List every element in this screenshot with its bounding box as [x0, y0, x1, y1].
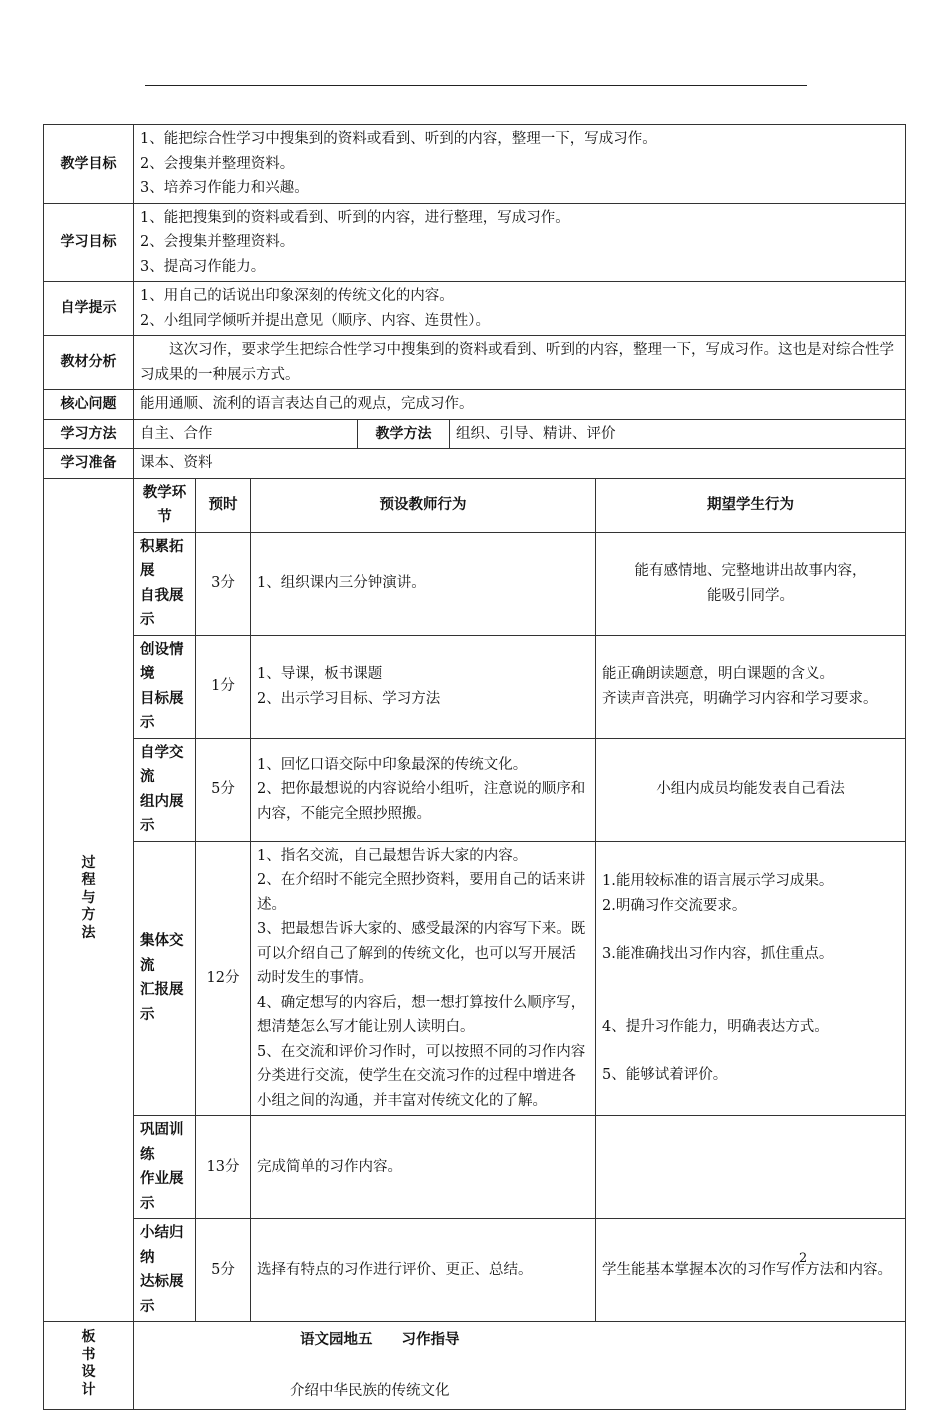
label-board-design	[44, 1322, 134, 1410]
stage-time: 5分	[196, 1219, 251, 1322]
student-action: 小组内成员均能发表自己看法	[656, 781, 845, 798]
student-action: 2.明确习作交流要求。	[602, 897, 747, 914]
header-rule	[145, 85, 807, 86]
header-student: 期望学生行为	[596, 478, 906, 532]
teacher-action: 5、在交流和评价习作时，可以按照不同的习作内容分类进行交流，使学生在交流习作的过程中增进各小组之间的沟通，并丰富对传统文化的了解。	[257, 1043, 586, 1109]
learning-goal-2: 2、会搜集并整理资料。	[140, 234, 295, 250]
student-action: 能吸引同学。	[707, 587, 795, 604]
stage-name-line: 创设情境	[140, 641, 184, 682]
teacher-action: 4、确定想写的内容后，想一想打算按什么顺序写，想清楚怎么写才能让别人读明白。	[257, 994, 586, 1035]
header-stage: 教学环节	[134, 478, 196, 532]
hints-content	[134, 282, 906, 336]
teaching-goal-3: 3、培养习作能力和兴趣。	[140, 180, 309, 196]
teacher-actions	[251, 532, 596, 635]
stage-name-line: 汇报展示	[140, 982, 184, 1023]
student-action: 能有感情地、完整地讲出故事内容，	[634, 563, 867, 579]
student-action: 齐读声音洪亮，明确学习内容和学习要求。	[602, 690, 878, 707]
spacer	[602, 1039, 899, 1063]
stage-name	[134, 738, 196, 841]
student-action: 3.能准确找出习作内容，抓住重点。	[602, 946, 834, 962]
student-action: 学生能基本掌握本次的习作写作方法和内容。	[602, 1261, 892, 1278]
teacher-action: 2、出示学习目标、学习方法	[257, 690, 441, 707]
label-core-question: 核心问题	[44, 390, 134, 420]
stage-row	[44, 1116, 906, 1219]
stage-name-line: 集体交流	[140, 933, 184, 974]
teacher-action: 选择有特点的习作进行评价、更正、总结。	[257, 1261, 533, 1278]
stage-row	[44, 1219, 906, 1322]
learning-goal-3: 3、提高习作能力。	[140, 258, 266, 275]
label-preparation: 学习准备	[44, 449, 134, 479]
teaching-goal-1: 1、能把综合性学习中搜集到的资料或看到、听到的内容，整理一下，写成习作。	[140, 131, 657, 147]
teacher-action: 2、在介绍时不能完全照抄资料，要用自己的话来讲述。	[257, 872, 586, 913]
teacher-action: 1、回忆口语交际中印象最深的传统文化。	[257, 756, 528, 773]
stage-name-line: 作业展示	[140, 1171, 184, 1212]
page-number: 2	[799, 1251, 808, 1266]
stage-name-line: 自我展示	[140, 587, 184, 628]
stage-name-line: 达标展示	[140, 1274, 184, 1315]
teacher-action: 1、指名交流，自己最想告诉大家的内容。	[257, 847, 528, 864]
stage-name	[134, 1219, 196, 1322]
label-self-study-hints: 自学提示	[44, 282, 134, 336]
student-action: 1.能用较标准的语言展示学习成果。	[602, 873, 834, 889]
stage-row	[44, 738, 906, 841]
stage-name-line: 积累拓展	[140, 538, 184, 579]
teacher-actions	[251, 738, 596, 841]
preparation-value: 课本、资料	[134, 449, 906, 479]
label-teaching-goals: 教学目标	[44, 125, 134, 204]
student-actions	[596, 841, 906, 1116]
stage-name-line: 目标展示	[140, 690, 184, 731]
teacher-actions	[251, 1219, 596, 1322]
teacher-action: 1、导课，板书课题	[257, 666, 383, 682]
stage-name	[134, 532, 196, 635]
row-learning-goals	[44, 203, 906, 282]
row-material-analysis	[44, 336, 906, 390]
student-actions	[596, 635, 906, 738]
stage-time: 5分	[196, 738, 251, 841]
board-title: 语文园地五 习作指导	[300, 1332, 460, 1348]
label-process	[44, 478, 134, 1322]
teaching-goals-content	[134, 125, 906, 204]
core-question-text: 能用通顺、流利的语言表达自己的观点，完成习作。	[134, 390, 906, 420]
stage-name-line: 小结归纳	[140, 1225, 184, 1266]
teacher-action: 3、把最想告诉大家的、感受最深的内容写下来。既可以介绍自己了解到的传统文化，也可以写开展活动时发生的事情。	[257, 921, 586, 986]
learning-goal-1: 1、能把搜集到的资料或看到、听到的内容，进行整理，写成习作。	[140, 209, 570, 226]
hint-2: 2、小组同学倾听并提出意见（顺序、内容、连贯性）。	[140, 312, 490, 329]
row-preparation	[44, 449, 906, 479]
stage-row	[44, 635, 906, 738]
label-teaching-method: 教学方法	[358, 419, 450, 449]
spacer	[602, 918, 899, 942]
teacher-actions	[251, 635, 596, 738]
stage-time: 1分	[196, 635, 251, 738]
row-teaching-goals	[44, 125, 906, 204]
student-actions	[596, 532, 906, 635]
label-learning-goals: 学习目标	[44, 203, 134, 282]
row-methods	[44, 419, 906, 449]
material-analysis-text: 这次习作，要求学生把综合性学习中搜集到的资料或看到、听到的内容，整理一下，写成习作。这也是对综合性学习成果的一种展示方式。	[134, 336, 906, 390]
teacher-actions	[251, 1116, 596, 1219]
learning-goals-content	[134, 203, 906, 282]
student-action: 能正确朗读题意，明白课题的含义。	[602, 666, 834, 682]
stage-time: 12分	[196, 841, 251, 1116]
stage-row	[44, 532, 906, 635]
hint-1: 1、用自己的话说出印象深刻的传统文化的内容。	[140, 288, 454, 304]
teacher-action: 完成简单的习作内容。	[257, 1158, 402, 1175]
student-actions	[596, 1219, 906, 1322]
student-action: 5、能够试着评价。	[602, 1067, 728, 1083]
student-action: 4、提升习作能力，明确表达方式。	[602, 1018, 829, 1035]
board-content	[134, 1322, 906, 1410]
teaching-goal-2: 2、会搜集并整理资料。	[140, 155, 295, 172]
student-actions	[596, 1116, 906, 1219]
stage-name-line: 巩固训练	[140, 1122, 184, 1163]
stage-time: 13分	[196, 1116, 251, 1219]
teaching-method-value: 组织、引导、精讲、评价	[450, 419, 906, 449]
board-label-vertical: 板书设计	[81, 1329, 96, 1398]
process-header-row	[44, 478, 906, 532]
stage-time: 3分	[196, 532, 251, 635]
spacer	[602, 967, 899, 991]
header-teacher: 预设教师行为	[251, 478, 596, 532]
label-material-analysis: 教材分析	[44, 336, 134, 390]
lesson-plan-table	[43, 124, 906, 1410]
header-time: 预时	[196, 478, 251, 532]
row-self-study-hints	[44, 282, 906, 336]
teacher-actions	[251, 841, 596, 1116]
stage-name	[134, 1116, 196, 1219]
stage-name-line: 自学交流	[140, 744, 184, 785]
row-core-question	[44, 390, 906, 420]
stage-name-line: 组内展示	[140, 793, 184, 834]
stage-row	[44, 841, 906, 1116]
row-board-design	[44, 1322, 906, 1410]
learning-method-value: 自主、合作	[134, 419, 358, 449]
spacer	[602, 991, 899, 1015]
teacher-action: 1、组织课内三分钟演讲。	[257, 575, 426, 592]
student-actions	[596, 738, 906, 841]
process-label-vertical: 过程与方法	[81, 854, 96, 941]
teacher-action: 2、把你最想说的内容说给小组听，注意说的顺序和内容，不能完全照抄照搬。	[257, 781, 586, 822]
board-subtitle: 介绍中华民族的传统文化	[290, 1382, 450, 1399]
label-learning-method: 学习方法	[44, 419, 134, 449]
stage-name	[134, 841, 196, 1116]
stage-name	[134, 635, 196, 738]
